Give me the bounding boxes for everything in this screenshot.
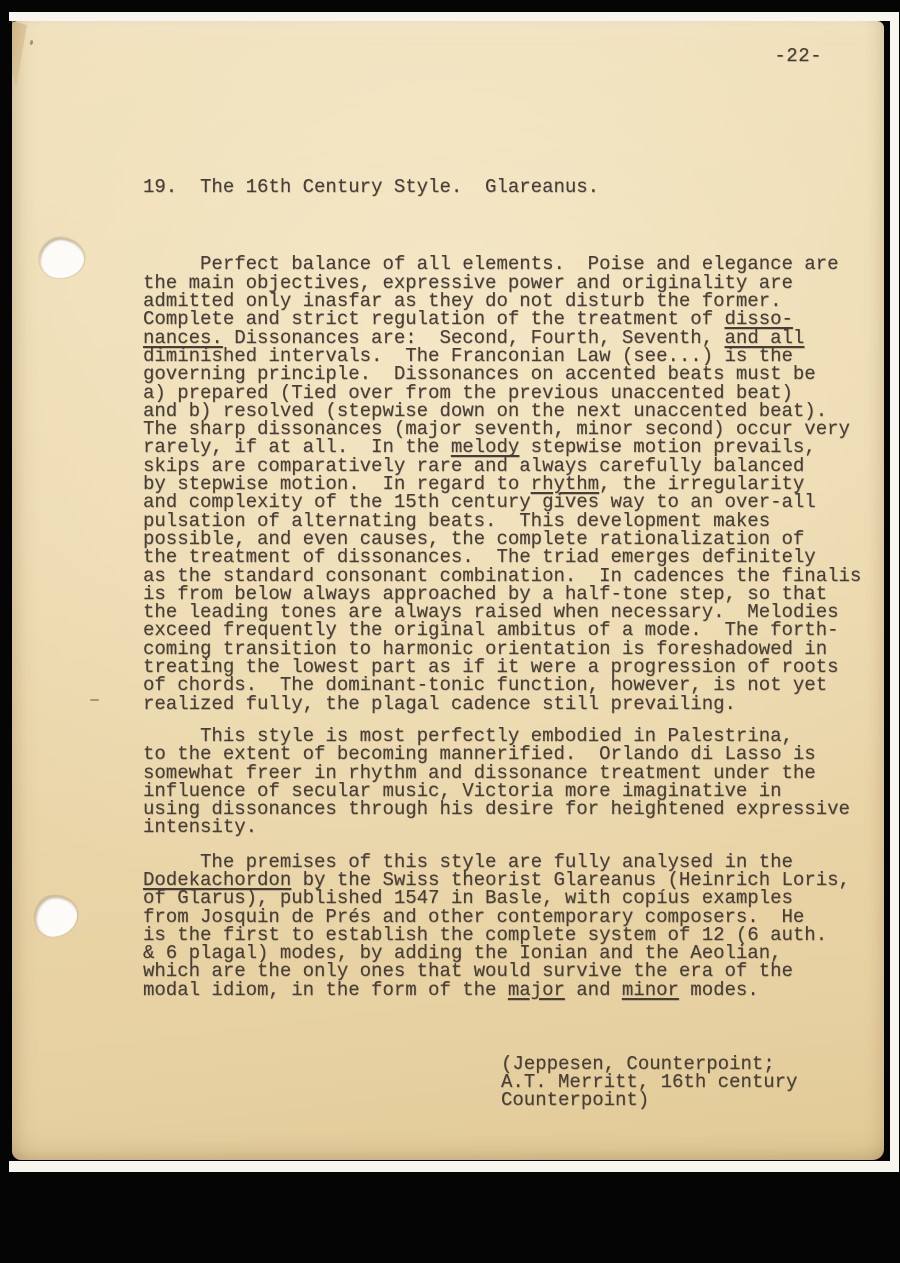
typed-line: rarely, if at all. In the melody stepwise motion prevails,: [143, 436, 816, 459]
typed-line: of Glarus), published 1547 in Basle, with copíus examples: [143, 887, 793, 910]
typed-line: Dodekachordon by the Swiss theorist Glareanus (Heinrich Loris,: [143, 868, 850, 891]
typed-line: & 6 plagal) modes, by adding the Ionian and the Aeolian,: [143, 942, 782, 965]
photo-border-right: [890, 12, 899, 1172]
typed-line: the treatment of dissonances. The triad emerges definitely: [143, 546, 816, 569]
typed-line: is the first to establish the complete system of 12 (6 auth.: [143, 923, 828, 946]
typed-text-block: [143, 141, 883, 1146]
paragraphs: [143, 255, 883, 999]
typed-line: modal idiom, in the form of the major and minor modes.: [143, 978, 759, 1001]
typed-line: exceed frequently the original ambitus of a mode. The forth-: [143, 619, 839, 642]
typed-line: intensity.: [143, 816, 258, 839]
typed-line: admitted only inasfar as they do not disturb the former.: [143, 290, 782, 313]
typed-line: governing principle. Dissonances on accented beats must be: [143, 363, 816, 386]
typed-line: of chords. The dominant-tonic function, however, is not yet: [143, 674, 828, 697]
punch-hole-bottom: [33, 894, 79, 938]
typed-line: realized fully, the plagal cadence still prevailing.: [143, 692, 736, 715]
typed-line: the main objectives, expressive power and originality are: [143, 271, 793, 294]
typed-line: by stepwise motion. In regard to rhythm, the irregularity: [143, 473, 805, 496]
paragraph: [143, 724, 883, 839]
paper-sheet: [12, 21, 884, 1160]
typed-line: The premises of this style are fully analysed in the: [143, 850, 793, 873]
reference-line: A.T. Merritt, 16th century: [501, 1070, 798, 1093]
typed-line: is from below always approached by a half-tone step, so that: [143, 582, 828, 605]
typed-line: the leading tones are always raised when necessary. Melodies: [143, 601, 839, 624]
punch-hole-top: [37, 235, 86, 281]
typed-line: Perfect balance of all elements. Poise and elegance are: [143, 253, 839, 276]
typed-line: Complete and strict regulation of the treatment of disso-: [143, 308, 793, 331]
section-heading: 19. The 16th Century Style. Glareanus.: [143, 175, 600, 198]
corner-fold: [12, 21, 27, 87]
page-number: -22-: [774, 45, 822, 67]
photo-border-top: [9, 12, 898, 21]
typed-line: a) prepared (Tied over from the previous unaccented beat): [143, 381, 793, 404]
reference-line: Counterpoint): [501, 1089, 650, 1112]
typed-line: skips are comparatively rare and always carefully balanced: [143, 454, 805, 477]
typed-line: treating the lowest part as if it were a progression of roots: [143, 656, 839, 679]
typed-line: nances. Dissonances are: Second, Fourth, Seventh, and all: [143, 326, 805, 349]
typed-line: from Josquin de Prés and other contemporary composers. He: [143, 905, 805, 928]
typed-line: diminished intervals. The Franconian Law (see...) is the: [143, 344, 793, 367]
typed-line: using dissonances through his desire for heightened expressive: [143, 798, 850, 821]
typed-line: to the extent of becoming mannerified. Orlando di Lasso is: [143, 743, 816, 766]
typed-line: as the standard consonant combination. In cadences the finalis: [143, 564, 862, 587]
typed-line: influence of secular music, Victoria more imaginative in: [143, 779, 782, 802]
photo-border-bottom: [9, 1161, 899, 1172]
typed-line: pulsation of alternating beats. This development makes: [143, 509, 771, 532]
typed-line: and complexity of the 15th century gives way to an over-all: [143, 491, 816, 514]
ink-speck: [29, 40, 33, 46]
typed-line: somewhat freer in rhythm and dissonance treatment under the: [143, 761, 816, 784]
typed-line: and b) resolved (stepwise down on the next unaccented beat).: [143, 399, 828, 422]
typed-line: The sharp dissonances (major seventh, minor second) occur very: [143, 418, 850, 441]
typed-line: coming transition to harmonic orientation is foreshadowed in: [143, 637, 828, 660]
paragraph: [143, 850, 883, 1001]
reference-line: (Jeppesen, Counterpoint;: [501, 1052, 775, 1075]
margin-mark: [90, 699, 99, 701]
typed-line: possible, and even causes, the complete rationalization of: [143, 527, 805, 550]
typed-line: which are the only ones that would survive the era of the: [143, 960, 793, 983]
paragraph: [143, 253, 883, 715]
typed-line: This style is most perfectly embodied in Palestrina,: [143, 724, 793, 747]
reference-block: [143, 1052, 883, 1112]
